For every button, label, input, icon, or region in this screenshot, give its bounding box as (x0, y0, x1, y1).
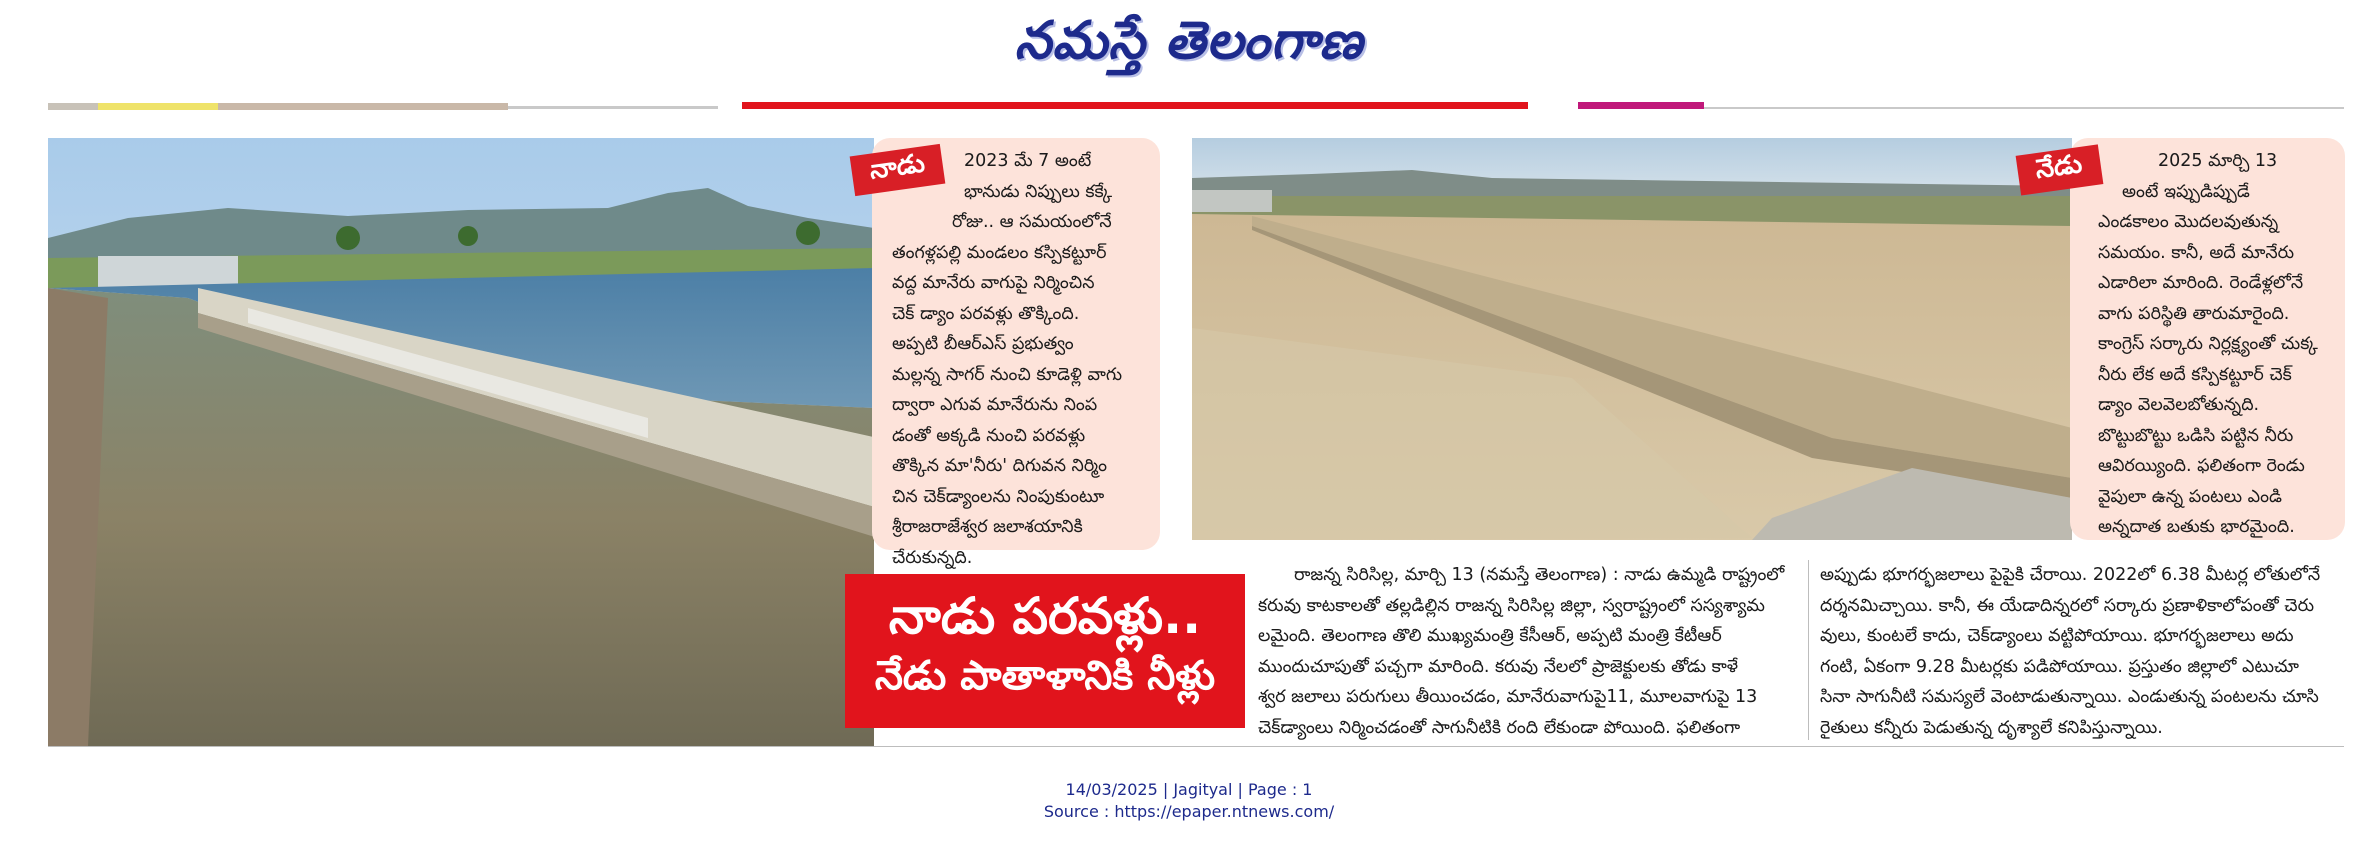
body-line: ముందుచూపుతో పచ్చగా మారింది. కరువు నేలలో ప్రాజెక్టులకు తోడు కాళే (1258, 656, 1739, 677)
photo-check-dam-dry (1192, 138, 2072, 540)
left-story-line: భానుడు నిప్పులు కక్కే (964, 181, 1113, 202)
body-line: సినా సాగునీటి సమస్యలే వెంటాడుతున్నాయి. ఎండుతున్న పంటలను చూసి (1820, 687, 2319, 707)
right-story-line: ఆవిరయ్యింది. ఫలితంగా రెండు (2098, 456, 2305, 476)
right-story-line: ఎండకాలం మొదలవుతున్న (2098, 212, 2279, 232)
photo-check-dam-full (48, 138, 874, 746)
body-line: దర్శనమిచ్చాయి. కానీ, ఈ యేడాదిన్నరలో సర్కారు ప్రణాళికాలోపంతో చెరు (1820, 595, 2315, 616)
headline-line-2: నేడు పాతాళానికి నీళ్లు (874, 653, 1216, 699)
body-line: శ్వర జలాలు పరుగులు తీయించడం, మానేరువాగుపై11, మూలవాగుపై 13 (1258, 687, 1758, 707)
rule-center-red (742, 102, 1528, 109)
right-story-tag: నేడు (2016, 144, 2103, 195)
left-story-line: అప్పటి బీఆర్ఎస్ ప్రభుత్వం (892, 334, 1074, 354)
column-divider (1808, 560, 1809, 740)
body-line: కరువు కాటకాలతో తల్లడిల్లిన రాజన్న సిరిసిల్ల జిల్లా, స్వరాష్ట్రంలో సస్యశ్యామ (1258, 595, 1765, 616)
left-story-line: వద్ద మానేరు వాగుపై నిర్మించిన (892, 273, 1095, 293)
bottom-rule (48, 746, 2344, 747)
right-story-line: నీరు లేక అదే కస్పికట్టూర్ చెక్ (2098, 364, 2292, 385)
left-story-line: మల్లన్న సాగర్ నుంచి కూడెళ్లి వాగు (892, 364, 1123, 385)
left-story-line: చేరుకున్నది. (892, 547, 973, 568)
right-story-line: సమయం. కానీ, అదే మానేరు (2098, 242, 2295, 263)
left-story-line: రోజు.. ఆ సమయంలోనే (952, 212, 1112, 232)
right-story-line: 2025 మార్చి 13 (2158, 151, 2278, 171)
body-line: లమైంది. తెలంగాణ తొలి ముఖ్యమంత్రి కేసీఆర్, అప్పటి మంత్రి కేటీఆర్ (1258, 626, 1722, 646)
newspaper-logo: నమస్తే తెలంగాణ (1014, 10, 1364, 71)
left-story-line: 2023 మే 7 అంటే (964, 151, 1092, 171)
body-line: రాజన్న సిరిసిల్ల, మార్చి 13 (నమస్తే తెలంగాణ) : నాడు ఉమ్మడి రాష్ట్రంలో (1294, 565, 1785, 585)
right-story-line: అన్నదాత బతుకు భారమైంది. (2098, 517, 2295, 537)
right-story-line: కాంగ్రెస్ సర్కారు నిర్లక్ష్యంతో చుక్క (2098, 334, 2318, 354)
left-story-text (872, 146, 1154, 573)
body-column-1 (1258, 560, 1798, 743)
left-story-tag: నాడు (850, 144, 946, 196)
left-story-line: తొక్కిన మా'నీరు' దిగువన నిర్మిం (892, 456, 1107, 476)
right-story-text (2070, 146, 2342, 543)
body-line: వులు, కుంటలే కాదు, చెక్‌డ్యాంలు వట్టిపోయాయి. భూగర్భజలాలు అదు (1820, 626, 2294, 646)
body-line: గంటి, ఏకంగా 9.28 మీటర్లకు పడిపోయాయి. ప్రస్తుతం జిల్లాలో ఎటుచూ (1820, 656, 2299, 677)
rule-left-accent (48, 103, 508, 110)
rule-right (1704, 107, 2344, 109)
right-story-line: వైపులా ఉన్న పంటలు ఎండి (2098, 486, 2282, 507)
masthead (0, 0, 2378, 95)
rule-right-magenta (1578, 102, 1704, 109)
footer-date-page: 14/03/2025 | Jagityal | Page : 1 (1065, 780, 1313, 799)
right-story-line: బొట్టుబొట్టు ఒడిసి పట్టిన నీరు (2098, 425, 2294, 446)
left-story-line: చెక్ డ్యాం పరవళ్లు తొక్కింది. (892, 303, 1080, 324)
right-story-line: ఎడారిలా మారింది. రెండేళ్లలోనే (2098, 273, 2304, 293)
left-story-line: శ్రీరాజరాజేశ్వర జలాశయానికి (892, 517, 1083, 537)
headline-line-1: నాడు పరవళ్లు.. (888, 587, 1202, 645)
body-line: అప్పుడు భూగర్భజలాలు పైపైకి చేరాయి. 2022లో 6.38 మీటర్ల లోతులోనే (1820, 565, 2321, 585)
right-story-line: అంటే ఇప్పుడిప్పుడే (2122, 181, 2250, 202)
right-story-line: వాగు పరిస్థితి తారుమారైంది. (2098, 303, 2290, 324)
left-story-line: తంగళ్లపల్లి మండలం కస్పికట్టూర్ (892, 242, 1107, 263)
headline-box (845, 574, 1245, 728)
left-story-line: డంతో అక్కడి నుంచి పరవళ్లు (892, 425, 1086, 446)
left-story-line: చిన చెక్‌డ్యాంలను నింపుకుంటూ (892, 486, 1105, 507)
right-story-line: డ్యాం వెలవెలబోతున్నది. (2098, 395, 2260, 415)
footer-source: Source : https://epaper.ntnews.com/ (1043, 802, 1335, 821)
body-line: చెక్‌డ్యాంలు నిర్మించడంతో సాగునీటికి రంది లేకుండా పోయింది. ఫలితంగా (1258, 717, 1741, 738)
body-line: రైతులు కన్నీరు పెడుతున్న దృశ్యాలే కనిపిస్తున్నాయి. (1820, 717, 2163, 738)
left-story-line: ద్వారా ఎగువ మానేరును నింప (892, 395, 1098, 415)
body-column-2 (1820, 560, 2344, 743)
